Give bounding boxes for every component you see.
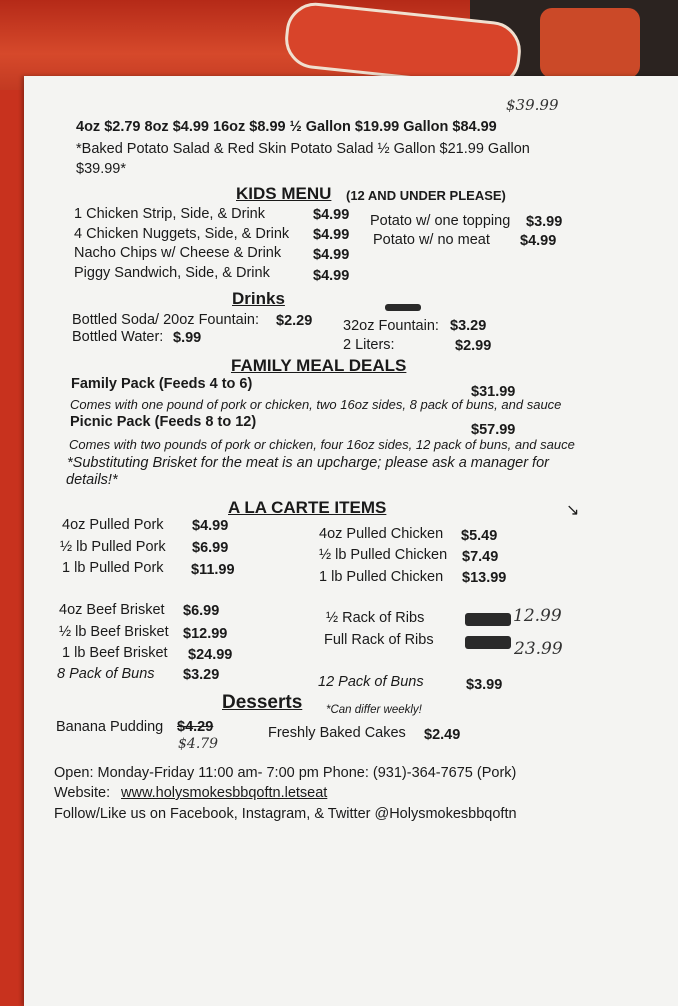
ribs-item-name: Full Rack of Ribs xyxy=(324,632,434,648)
website-link[interactable]: www.holysmokesbbqoftn.letseat xyxy=(121,785,328,801)
kids-item-name: 4 Chicken Nuggets, Side, & Drink xyxy=(74,226,290,242)
redacted-price xyxy=(465,636,511,649)
brisket-item-name: ½ lb Beef Brisket xyxy=(59,624,169,640)
kids-item-name: Nacho Chips w/ Cheese & Drink xyxy=(74,245,282,261)
potato-topping-name: Potato w/ one topping xyxy=(370,213,511,229)
social-line: Follow/Like us on Facebook, Instagram, & Twitter @Holysmokesbbqoftn xyxy=(54,806,517,822)
sizes-line: 4oz $2.79 8oz $4.99 16oz $8.99 ½ Gallon $19.99 Gallon $84.99 xyxy=(76,119,497,135)
drink-name: Bottled Water: xyxy=(72,329,164,345)
brisket-note-1: *Substituting Brisket for the meat is an upcharge; please ask a manager for xyxy=(67,455,549,471)
ribs-item-name: ½ Rack of Ribs xyxy=(326,610,425,626)
banana-pudding-handwritten-price: $4.79 xyxy=(178,736,219,752)
picnic-pack-desc: Comes with two pounds of pork or chicken, four 16oz sides, 12 pack of buns, and sauce xyxy=(69,437,575,452)
desserts-note: *Can differ weekly! xyxy=(326,704,422,716)
family-pack-price: $31.99 xyxy=(471,384,516,400)
ribs-handwritten-price: 12.99 xyxy=(513,606,562,626)
chicken-item-price: $13.99 xyxy=(462,570,507,586)
redacted-price xyxy=(465,613,511,626)
salad-line-2: $39.99* xyxy=(76,161,126,177)
kids-item-name: Piggy Sandwich, Side, & Drink xyxy=(74,265,270,281)
kids-item-name: 1 Chicken Strip, Side, & Drink xyxy=(74,206,265,222)
potato-no-meat-price: $4.99 xyxy=(520,233,557,249)
ribs-handwritten-price: 23.99 xyxy=(514,639,563,659)
drink-price: $2.29 xyxy=(276,313,313,329)
chicken-item-name: 4oz Pulled Chicken xyxy=(319,526,444,542)
kids-item-price: $4.99 xyxy=(313,207,350,223)
kids-menu-subtitle: (12 AND UNDER PLEASE) xyxy=(346,188,506,203)
chicken-item-name: 1 lb Pulled Chicken xyxy=(319,569,444,585)
pork-item-price: $6.99 xyxy=(192,540,229,556)
buns-12-name: 12 Pack of Buns xyxy=(318,674,424,690)
potato-no-meat-name: Potato w/ no meat xyxy=(373,232,490,248)
picnic-pack-name: Picnic Pack (Feeds 8 to 12) xyxy=(70,414,257,430)
checkmark-scribble: ↘ xyxy=(566,502,580,519)
cakes-name: Freshly Baked Cakes xyxy=(268,725,406,741)
pork-item-price: $11.99 xyxy=(191,562,235,578)
brisket-item-price: $12.99 xyxy=(183,626,228,642)
brisket-item-price: $24.99 xyxy=(188,647,233,663)
brisket-item-name: 1 lb Beef Brisket xyxy=(62,645,168,661)
drink-price: $3.29 xyxy=(450,318,487,334)
cakes-price: $2.49 xyxy=(424,727,461,743)
banana-pudding-old-price: $4.29 xyxy=(177,719,214,735)
desserts-title: Desserts xyxy=(222,692,303,713)
drink-name: 2 Liters: xyxy=(343,337,395,353)
family-pack-desc: Comes with one pound of pork or chicken, two 16oz sides, 8 pack of buns, and sauce xyxy=(70,397,562,412)
family-pack-name: Family Pack (Feeds 4 to 6) xyxy=(71,376,253,392)
buns-8-price: $3.29 xyxy=(183,667,220,683)
chicken-item-name: ½ lb Pulled Chicken xyxy=(319,547,448,563)
potato-topping-price: $3.99 xyxy=(526,214,563,230)
pork-item-price: $4.99 xyxy=(192,518,229,534)
drinks-title: Drinks xyxy=(232,289,285,308)
buns-12-price: $3.99 xyxy=(466,677,503,693)
drink-price: $2.99 xyxy=(455,338,492,354)
kids-item-price: $4.99 xyxy=(313,247,350,263)
background-gloves xyxy=(540,8,640,78)
salad-line-1: *Baked Potato Salad & Red Skin Potato Salad ½ Gallon $21.99 Gallon xyxy=(76,141,530,157)
buns-8-name: 8 Pack of Buns xyxy=(57,666,155,682)
picnic-pack-price: $57.99 xyxy=(471,422,516,438)
hours-phone: Open: Monday-Friday 11:00 am- 7:00 pm Phone: (931)-364-7675 (Pork) xyxy=(54,765,517,781)
kids-item-price: $4.99 xyxy=(313,268,350,284)
pork-item-name: 1 lb Pulled Pork xyxy=(62,560,164,576)
kids-menu-title: KIDS MENU xyxy=(236,184,332,203)
drink-price: $.99 xyxy=(173,330,202,346)
pork-item-name: 4oz Pulled Pork xyxy=(62,517,164,533)
chicken-item-price: $5.49 xyxy=(461,528,498,544)
scribble-mark xyxy=(385,304,421,311)
family-meal-title: FAMILY MEAL DEALS xyxy=(231,356,407,375)
handwritten-gallon-price: $39.99 xyxy=(506,96,559,114)
brisket-item-price: $6.99 xyxy=(183,603,220,619)
kids-item-price: $4.99 xyxy=(313,227,350,243)
drink-name: Bottled Soda/ 20oz Fountain: xyxy=(72,312,260,328)
banana-pudding-name: Banana Pudding xyxy=(56,719,164,735)
a-la-carte-title: A LA CARTE ITEMS xyxy=(228,498,387,517)
drink-name: 32oz Fountain: xyxy=(343,318,439,334)
brisket-note-2: details!* xyxy=(66,472,118,488)
brisket-item-name: 4oz Beef Brisket xyxy=(59,602,165,618)
pork-item-name: ½ lb Pulled Pork xyxy=(60,539,166,555)
chicken-item-price: $7.49 xyxy=(462,549,499,565)
website-label: Website: xyxy=(54,785,111,801)
